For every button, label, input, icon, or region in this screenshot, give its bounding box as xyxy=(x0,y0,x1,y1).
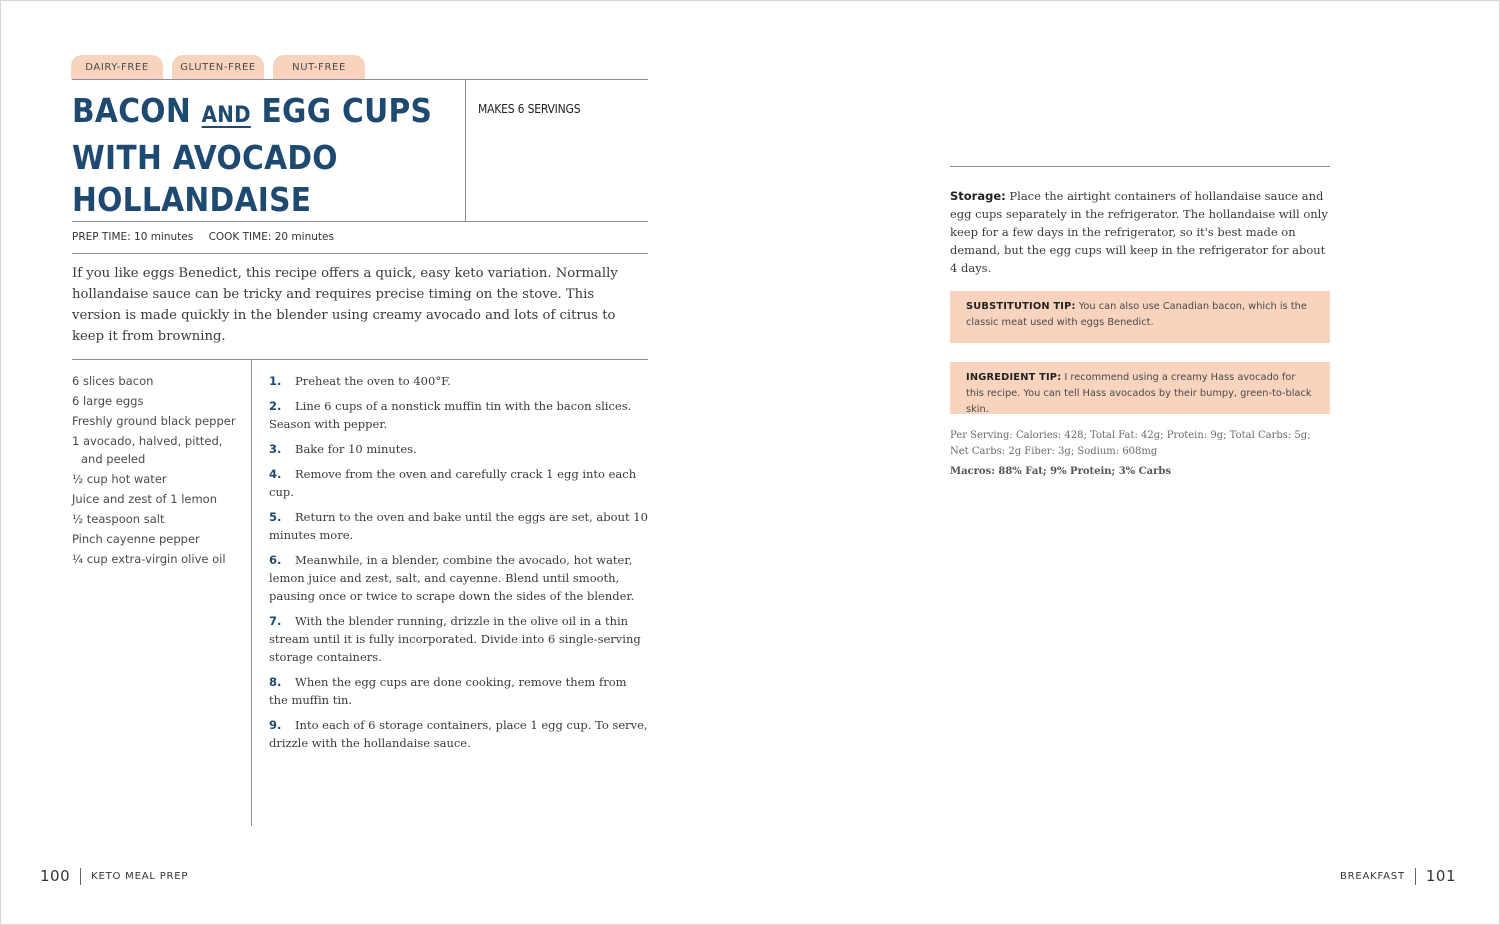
macros-info: Macros: 88% Fat; 9% Protein; 3% Carbs xyxy=(950,466,1171,477)
instruction-list xyxy=(269,372,649,759)
recipe-title xyxy=(72,90,452,221)
ingredient-item: Juice and zest of 1 lemon xyxy=(72,492,217,506)
storage-label: Storage: xyxy=(950,189,1006,203)
title-part1: BACON xyxy=(72,91,191,130)
footer-separator xyxy=(1415,868,1416,885)
nutrition-info: Per Serving: Calories: 428; Total Fat: 42g; Protein: 9g; Total Carbs: 5g; Net Carbs: 2g Fiber: 3g; Sodium: 608mg xyxy=(950,430,1311,457)
step-item xyxy=(269,673,649,709)
ingredient-item: 6 slices bacon xyxy=(72,374,154,388)
step-text: Line 6 cups of a nonstick muffin tin with the bacon slices. Season with pepper. xyxy=(269,399,632,431)
step-text: Preheat the oven to 400°F. xyxy=(295,374,451,388)
header-top-rule xyxy=(72,79,648,80)
sidebar-top-rule xyxy=(950,166,1330,167)
step-number: 2. xyxy=(269,399,282,413)
ingredient-line-continued: and peeled xyxy=(81,452,146,466)
tag-dairy-free: DAIRY-FREE xyxy=(71,55,163,79)
recipe-intro: If you like eggs Benedict, this recipe offers a quick, easy keto variation. Normally hollandaise sauce can be tricky and requires precise timing on the stove. This version is made quickly in the blender using creamy avocado and lots of citrus to keep it from browning. xyxy=(72,266,618,344)
ingredient-line: 1 avocado, halved, pitted, xyxy=(72,434,223,448)
step-number: 7. xyxy=(269,614,282,628)
step-text: Bake for 10 minutes. xyxy=(295,442,417,456)
title-and: AND xyxy=(201,103,251,128)
step-number: 9. xyxy=(269,718,282,732)
step-item xyxy=(269,440,649,458)
storage-note xyxy=(950,187,1328,277)
step-item xyxy=(269,372,649,390)
ingredient-item: ¼ cup extra-virgin olive oil xyxy=(72,552,226,566)
ingredient-tip-label: INGREDIENT TIP: xyxy=(966,372,1062,383)
step-text: When the egg cups are done cooking, remove them from the muffin tin. xyxy=(269,675,627,707)
step-text: Remove from the oven and carefully crack 1 egg into each cup. xyxy=(269,467,637,499)
ingredient-tip-box xyxy=(950,362,1330,414)
substitution-tip-label: SUBSTITUTION TIP: xyxy=(966,301,1076,312)
step-number: 3. xyxy=(269,442,282,456)
step-number: 1. xyxy=(269,374,282,388)
cook-time: COOK TIME: 20 minutes xyxy=(208,231,334,243)
ingredient-item: ½ teaspoon salt xyxy=(72,512,165,526)
body-top-rule xyxy=(72,359,648,360)
title-part2: EGG CUPS xyxy=(261,91,433,130)
prep-time: PREP TIME: 10 minutes xyxy=(72,231,194,243)
step-text: Return to the oven and bake until the eggs are set, about 10 minutes more. xyxy=(269,510,648,542)
book-title: KETO MEAL PREP xyxy=(91,871,189,882)
step-text: Meanwhile, in a blender, combine the avocado, hot water, lemon juice and zest, salt, and cayenne. Blend until smooth, pausing once or twice to scrape down the sides of the blender. xyxy=(269,553,635,603)
substitution-tip-box xyxy=(950,291,1330,343)
step-item xyxy=(269,508,649,544)
header-bottom-rule xyxy=(72,221,648,222)
step-item xyxy=(269,465,649,501)
page-number-left: 100 xyxy=(40,867,71,885)
step-item xyxy=(269,612,649,666)
ingredient-tip-text: I recommend using a creamy Hass avocado for this recipe. You can tell Hass avocados by their bumpy, green-to-black skin. xyxy=(966,372,1312,415)
ingredient-item: Freshly ground black pepper xyxy=(72,414,236,428)
ingredient-list xyxy=(72,372,242,570)
step-number: 6. xyxy=(269,553,282,567)
title-line3: HOLLANDAISE xyxy=(72,180,312,219)
step-item xyxy=(269,397,649,433)
tag-nut-free: NUT-FREE xyxy=(273,55,365,79)
footer-separator xyxy=(80,868,81,885)
substitution-tip-text: You can also use Canadian bacon, which is the classic meat used with eggs Benedict. xyxy=(966,301,1307,328)
step-number: 8. xyxy=(269,675,282,689)
page-number-right: 101 xyxy=(1425,867,1456,885)
ingredient-item: ½ cup hot water xyxy=(72,472,167,486)
title-line2: WITH AVOCADO xyxy=(72,138,338,177)
body-divider xyxy=(251,359,252,826)
ingredient-item: 6 large eggs xyxy=(72,394,144,408)
storage-text: Place the airtight containers of hollandaise sauce and egg cups separately in the refrigerator. The hollandaise will only keep for a few days in the refrigerator, so it's best made on demand, but the egg cups will keep in the refrigerator for about 4 days. xyxy=(950,189,1328,275)
step-number: 5. xyxy=(269,510,282,524)
section-title: BREAKFAST xyxy=(1340,871,1405,882)
time-info xyxy=(72,231,334,243)
tag-gluten-free: GLUTEN-FREE xyxy=(172,55,264,79)
footer-left xyxy=(40,866,188,885)
ingredient-item: Pinch cayenne pepper xyxy=(72,532,200,546)
step-number: 4. xyxy=(269,467,282,481)
ingredient-item xyxy=(72,432,242,468)
step-text: Into each of 6 storage containers, place 1 egg cup. To serve, drizzle with the hollandaise sauce. xyxy=(269,718,648,750)
servings-label: MAKES 6 SERVINGS xyxy=(478,102,581,116)
time-rule xyxy=(72,253,648,254)
footer-right xyxy=(1340,866,1456,885)
step-item xyxy=(269,551,649,605)
step-item xyxy=(269,716,649,752)
header-divider xyxy=(465,79,466,221)
step-text: With the blender running, drizzle in the olive oil in a thin stream until it is fully incorporated. Divide into 6 single-serving storage containers. xyxy=(269,614,641,664)
